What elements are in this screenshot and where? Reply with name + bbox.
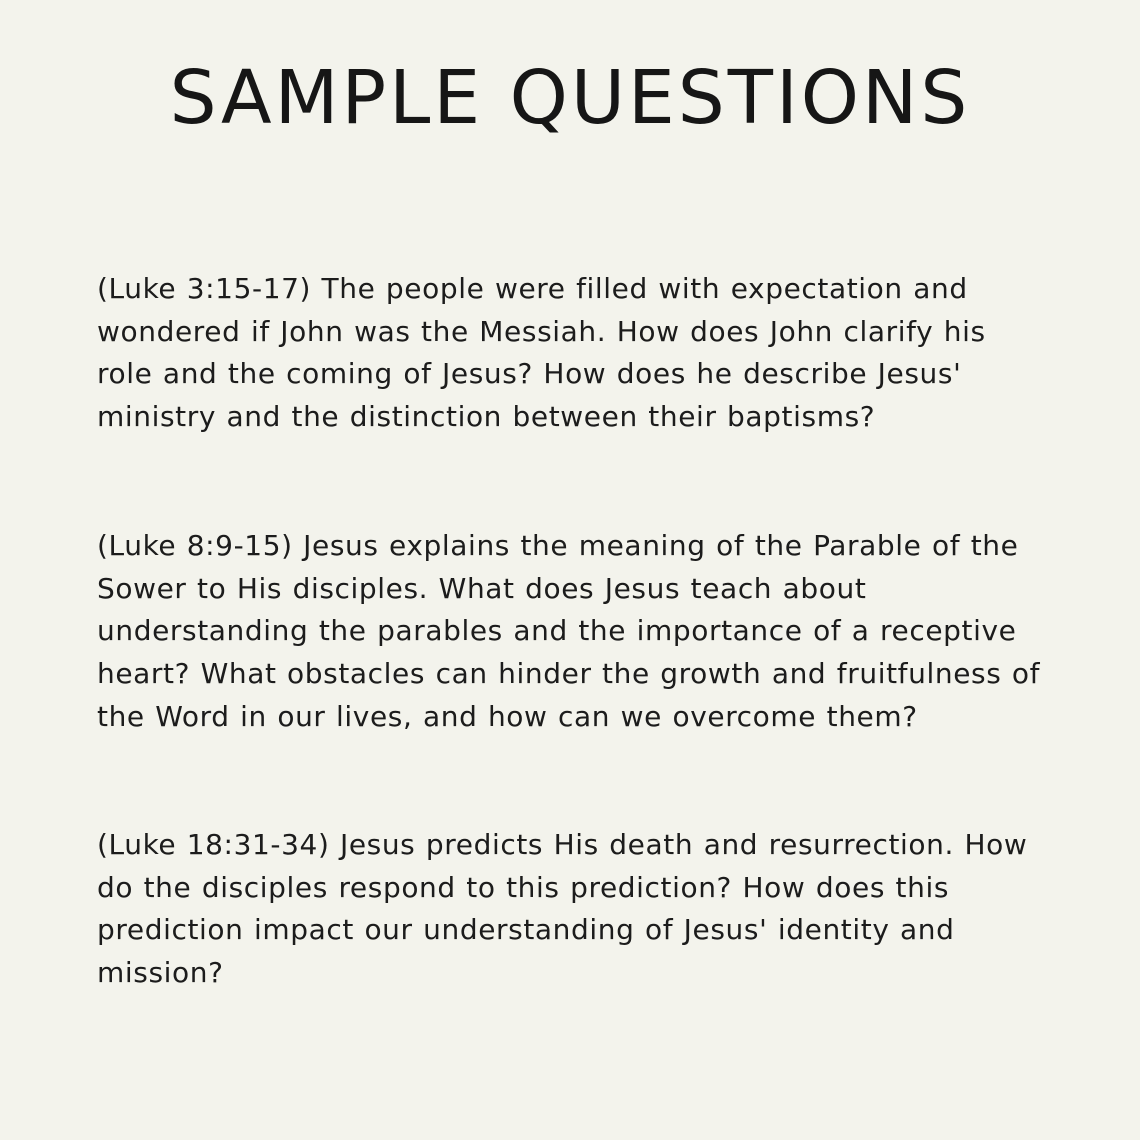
question-paragraph: (Luke 8:9-15) Jesus explains the meaning of the Parable of the Sower to His disciples. What does Jesus teach about understanding the parables and the importance of a receptive heart? What obstacles can hinder the growth and fruitfulness of the Word in our lives, and how can we overcome them? [97, 529, 1041, 733]
question-paragraph: (Luke 18:31-34) Jesus predicts His death and resurrection. How do the disciples respond to this prediction? How does this prediction impact our understanding of Jesus' identity and mission? [97, 828, 1028, 990]
question-paragraph: (Luke 3:15-17) The people were filled with expectation and wondered if John was the Messiah. How does John clarify his role and the coming of Jesus? How does he describe Jesus' ministry and the distinction between their baptisms? [97, 272, 986, 434]
page-title: SAMPLE QUESTIONS [169, 55, 971, 141]
